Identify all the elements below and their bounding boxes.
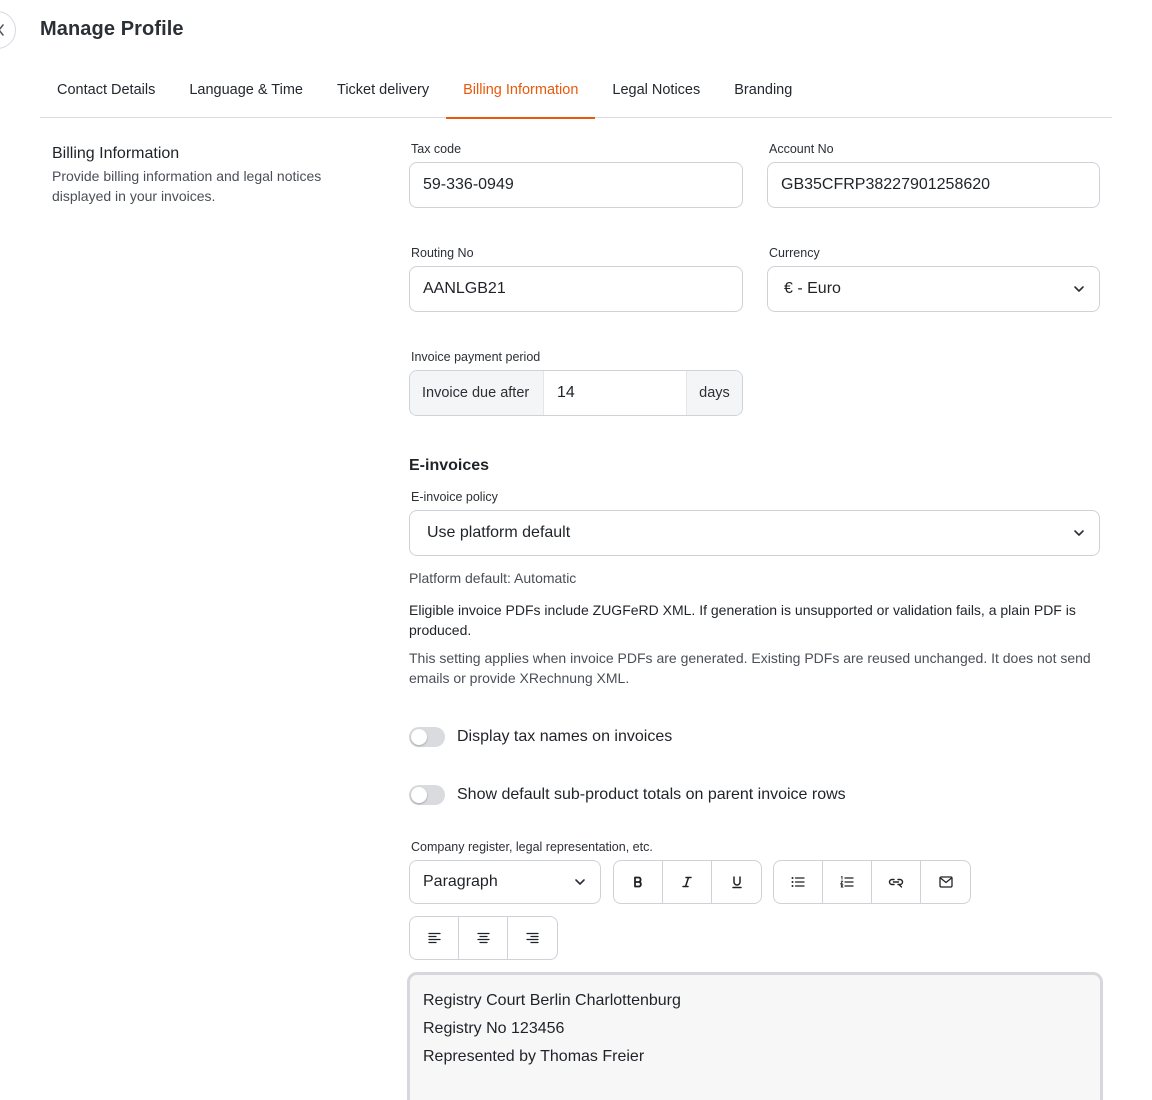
tax-code-label: Tax code	[411, 142, 462, 156]
section-title: Billing Information	[52, 145, 180, 162]
toggle-row-subproduct-totals	[409, 785, 846, 805]
subproduct-totals-label: Show default sub-product totals on parent invoice rows	[457, 786, 846, 803]
underline-icon	[731, 876, 743, 889]
bullet-list-icon	[791, 876, 805, 888]
bold-icon	[632, 876, 644, 888]
section-description: Provide billing information and legal notices displayed in your invoices.	[52, 168, 322, 204]
account-no-input[interactable]	[767, 162, 1100, 208]
italic-button[interactable]	[663, 861, 712, 903]
tab-bar	[40, 72, 1112, 118]
einvoice-note: This setting applies when invoice PDFs are generated. Existing PDFs are reused unchanged. It does not send emails or provide XRechnung XML.	[409, 650, 1091, 686]
einvoice-policy-label: E-invoice policy	[411, 490, 498, 504]
einvoices-heading: E-invoices	[409, 457, 490, 474]
italic-icon	[681, 876, 693, 888]
tax-names-label: Display tax names on invoices	[457, 728, 673, 745]
account-no-value: GB35CFRP38227901258620	[781, 176, 991, 193]
align-left-icon	[428, 932, 441, 944]
tab-contact-details[interactable]: Contact Details	[57, 82, 156, 98]
payment-period-input[interactable]	[544, 371, 686, 415]
link-icon	[888, 876, 904, 888]
bold-button[interactable]	[614, 861, 663, 903]
routing-no-label: Routing No	[411, 246, 474, 260]
einvoice-policy-select[interactable]	[409, 510, 1100, 556]
chevron-down-icon	[574, 877, 586, 887]
tab-billing-information[interactable]: Billing Information	[446, 72, 595, 118]
platform-default-text: Platform default: Automatic	[409, 570, 577, 586]
tab-legal-notices[interactable]: Legal Notices	[612, 82, 701, 98]
account-no-label: Account No	[769, 142, 834, 156]
align-toolbar-group	[409, 916, 558, 960]
tax-code-value: 59-336-0949	[423, 176, 514, 193]
align-left-button[interactable]	[410, 917, 459, 959]
format-toolbar-group	[613, 860, 762, 904]
underline-button[interactable]	[712, 861, 761, 903]
back-button[interactable]	[0, 11, 16, 49]
tab-branding[interactable]: Branding	[734, 82, 793, 98]
tax-code-input[interactable]	[409, 162, 743, 208]
page-title: Manage Profile	[40, 18, 184, 40]
bullet-list-button[interactable]	[774, 861, 823, 903]
align-center-icon	[477, 932, 490, 944]
currency-value: € - Euro	[784, 280, 841, 297]
tax-names-toggle[interactable]	[409, 727, 445, 747]
insert-toolbar-group	[773, 860, 971, 904]
block-format-value: Paragraph	[423, 873, 498, 890]
numbered-list-icon	[840, 876, 854, 888]
payment-period-prefix: Invoice due after	[410, 371, 544, 415]
align-right-button[interactable]	[508, 917, 557, 959]
payment-period-value: 14	[557, 384, 575, 401]
chevron-left-icon	[0, 24, 4, 36]
tab-ticket-delivery[interactable]: Ticket delivery	[337, 82, 430, 98]
link-button[interactable]	[872, 861, 921, 903]
legal-notice-editor[interactable]	[407, 972, 1103, 1100]
chevron-down-icon	[1073, 284, 1085, 294]
editor-line: Registry No 123456	[423, 1020, 565, 1037]
einvoice-description: Eligible invoice PDFs include ZUGFeRD XML. If generation is unsupported or validation fails, a plain PDF is produced.	[409, 602, 1076, 638]
einvoice-policy-value: Use platform default	[427, 524, 571, 541]
payment-period-suffix: days	[686, 371, 742, 415]
editor-line: Registry Court Berlin Charlottenburg	[423, 992, 681, 1009]
tab-language-time[interactable]: Language & Time	[189, 82, 303, 98]
email-button[interactable]	[921, 861, 970, 903]
email-icon	[939, 876, 953, 888]
align-center-button[interactable]	[459, 917, 508, 959]
payment-period-group	[409, 370, 743, 416]
editor-line: Represented by Thomas Freier	[423, 1048, 645, 1065]
block-format-select[interactable]	[409, 860, 601, 904]
align-right-icon	[526, 932, 539, 944]
currency-label: Currency	[769, 246, 820, 260]
chevron-down-icon	[1073, 528, 1085, 538]
toggle-row-tax-names	[409, 727, 672, 747]
routing-no-input[interactable]	[409, 266, 743, 312]
payment-period-label: Invoice payment period	[411, 350, 541, 364]
subproduct-totals-toggle[interactable]	[409, 785, 445, 805]
legal-label: Company register, legal representation, etc.	[411, 840, 653, 854]
numbered-list-button[interactable]	[823, 861, 872, 903]
routing-no-value: AANLGB21	[423, 280, 506, 297]
currency-select[interactable]	[767, 266, 1100, 312]
